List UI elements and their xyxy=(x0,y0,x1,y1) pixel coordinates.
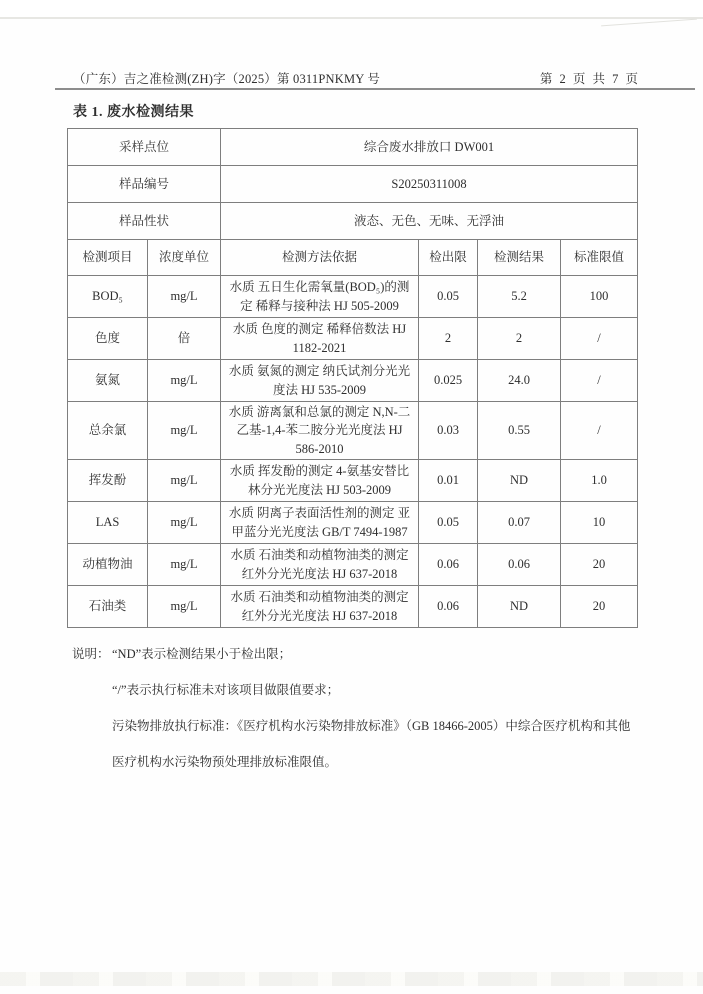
table-row xyxy=(68,460,638,502)
cell-standard-limit: 100 xyxy=(561,276,638,318)
cell-item: 挥发酚 xyxy=(68,460,148,502)
cell-detection-limit: 0.06 xyxy=(419,586,478,628)
cell-detection-limit: 0.03 xyxy=(419,402,478,460)
cell-standard-limit: 20 xyxy=(561,586,638,628)
cell-unit: mg/L xyxy=(148,360,221,402)
info-row-sample-state xyxy=(68,203,638,240)
table-row xyxy=(68,276,638,318)
scan-corner-artifact xyxy=(601,19,697,27)
cell-result: ND xyxy=(478,586,561,628)
table-row xyxy=(68,586,638,628)
info-row-sample-id xyxy=(68,166,638,203)
col-header-unit: 浓度单位 xyxy=(148,240,221,276)
table-row xyxy=(68,402,638,460)
cell-result: ND xyxy=(478,460,561,502)
cell-unit: mg/L xyxy=(148,402,221,460)
col-header-standard-limit: 标准限值 xyxy=(561,240,638,276)
table-row xyxy=(68,544,638,586)
info-label: 样品编号 xyxy=(68,166,221,203)
cell-unit: mg/L xyxy=(148,586,221,628)
cell-item: BOD₅ xyxy=(68,276,148,318)
cell-method: 水质 色度的测定 稀释倍数法 HJ 1182-2021 xyxy=(221,318,419,360)
cell-detection-limit: 0.05 xyxy=(419,502,478,544)
info-value: 综合废水排放口 DW001 xyxy=(221,129,638,166)
cell-standard-limit: / xyxy=(561,402,638,460)
cell-unit: mg/L xyxy=(148,502,221,544)
notes-section xyxy=(72,636,639,780)
cell-result: 5.2 xyxy=(478,276,561,318)
scan-bottom-edge xyxy=(0,972,703,986)
cell-method: 水质 石油类和动植物油类的测定 红外分光光度法 HJ 637-2018 xyxy=(221,544,419,586)
cell-result: 0.55 xyxy=(478,402,561,460)
info-label: 样品性状 xyxy=(68,203,221,240)
info-value: S20250311008 xyxy=(221,166,638,203)
cell-unit: mg/L xyxy=(148,276,221,318)
cell-result: 0.07 xyxy=(478,502,561,544)
cell-detection-limit: 0.05 xyxy=(419,276,478,318)
col-header-result: 检测结果 xyxy=(478,240,561,276)
info-label: 采样点位 xyxy=(68,129,221,166)
wastewater-results-table xyxy=(67,128,638,628)
note-line-1-wrap xyxy=(72,636,639,672)
cell-method: 水质 游离氯和总氯的测定 N,N-二乙基-1,4-苯二胺分光光度法 HJ 586-2010 xyxy=(221,402,419,460)
table-header-row xyxy=(68,240,638,276)
cell-standard-limit: 1.0 xyxy=(561,460,638,502)
table-row xyxy=(68,360,638,402)
cell-detection-limit: 0.01 xyxy=(419,460,478,502)
cell-result: 2 xyxy=(478,318,561,360)
cell-item: LAS xyxy=(68,502,148,544)
info-value: 液态、无色、无味、无浮油 xyxy=(221,203,638,240)
cell-result: 0.06 xyxy=(478,544,561,586)
cell-result: 24.0 xyxy=(478,360,561,402)
table-row xyxy=(68,502,638,544)
cell-detection-limit: 0.025 xyxy=(419,360,478,402)
cell-unit: mg/L xyxy=(148,460,221,502)
cell-unit: 倍 xyxy=(148,318,221,360)
cell-method: 水质 氨氮的测定 纳氏试剂分光光度法 HJ 535-2009 xyxy=(221,360,419,402)
cell-standard-limit: 10 xyxy=(561,502,638,544)
cell-method: 水质 阴离子表面活性剂的测定 亚甲蓝分光光度法 GB/T 7494-1987 xyxy=(221,502,419,544)
cell-detection-limit: 2 xyxy=(419,318,478,360)
scan-crease-line xyxy=(0,17,703,19)
cell-method: 水质 挥发酚的测定 4-氨基安替比林分光光度法 HJ 503-2009 xyxy=(221,460,419,502)
col-header-method: 检测方法依据 xyxy=(221,240,419,276)
cell-item: 总余氯 xyxy=(68,402,148,460)
cell-standard-limit: / xyxy=(561,360,638,402)
cell-method: 水质 五日生化需氧量(BOD₅)的测定 稀释与接种法 HJ 505-2009 xyxy=(221,276,419,318)
notes-label: 说明： xyxy=(72,647,110,661)
cell-item: 动植物油 xyxy=(68,544,148,586)
page-number: 第 2 页 共 7 页 xyxy=(539,72,640,86)
cell-item: 色度 xyxy=(68,318,148,360)
cell-method: 水质 石油类和动植物油类的测定 红外分光光度法 HJ 637-2018 xyxy=(221,586,419,628)
cell-standard-limit: / xyxy=(561,318,638,360)
note-discharge-standard: 污染物排放执行标准：《医疗机构水污染物排放标准》（GB 18466-2005）中综合医疗机构和其他医疗机构水污染物预处理排放标准限值。 xyxy=(112,719,631,769)
cell-standard-limit: 20 xyxy=(561,544,638,586)
note-nd-definition: “ND”表示检测结果小于检出限； xyxy=(112,647,292,661)
cell-item: 氨氮 xyxy=(68,360,148,402)
info-row-sampling-point xyxy=(68,129,638,166)
cell-detection-limit: 0.06 xyxy=(419,544,478,586)
report-number: （广东）吉之准检测(ZH)字（2025）第 0311PNKMY 号 xyxy=(73,72,381,86)
table-row xyxy=(68,318,638,360)
letterhead-rule xyxy=(55,88,695,90)
table-title: 表 1. 废水检测结果 xyxy=(73,105,194,120)
note-slash-definition: “/”表示执行标准未对该项目做限值要求； xyxy=(112,683,340,697)
scan-top-strip xyxy=(0,0,703,17)
cell-item: 石油类 xyxy=(68,586,148,628)
col-header-detection-limit: 检出限 xyxy=(419,240,478,276)
col-header-item: 检测项目 xyxy=(68,240,148,276)
cell-unit: mg/L xyxy=(148,544,221,586)
